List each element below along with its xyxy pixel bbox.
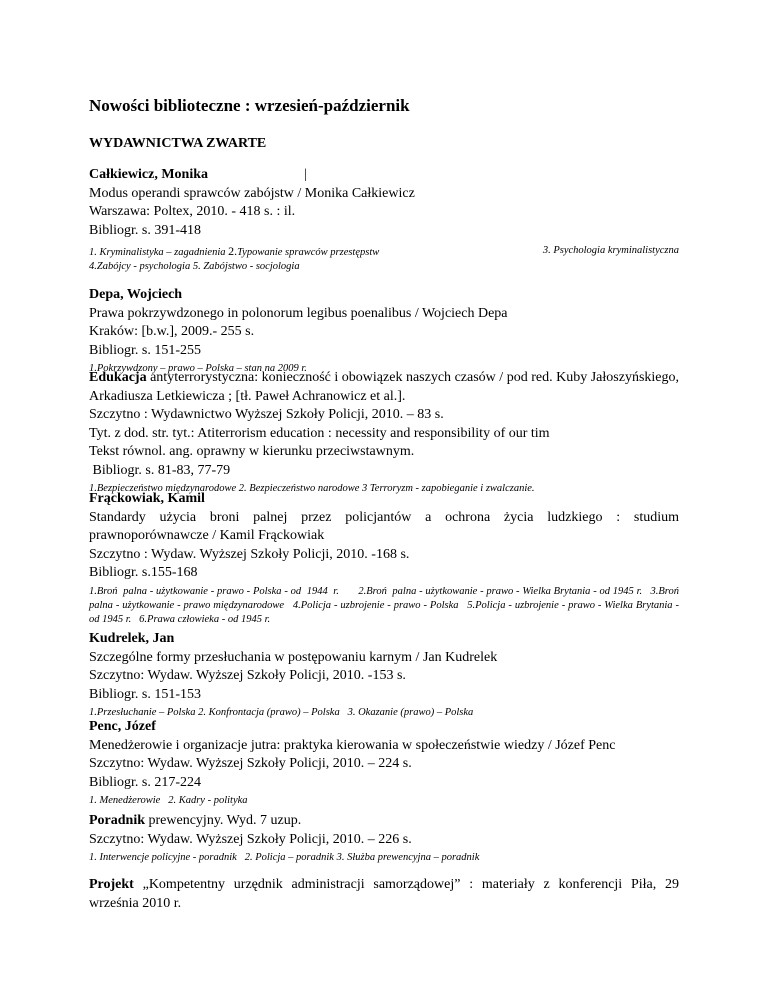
catalog-entry — [89, 630, 679, 720]
entry-title: Standardy użycia broni palnej przez policjantów a ochrona życia ludzkiego : studium prawnoporównawcze / Kamil Frąckowiak — [89, 509, 679, 543]
entry-subjects: 1. Kryminalistyka – zagadnienia 2.Typowanie sprawców przestępstw 3. Psychologia kryminalistyczna — [89, 244, 679, 258]
catalog-entry — [89, 369, 679, 496]
entry-title: „Kompetentny urzędnik administracji samorządowej” : materiały z konferencji Piła, 29 września 2010 r. — [89, 877, 679, 911]
entry-note: Tyt. z dod. str. tyt.: Atiterrorism education : necessity and responsibility of our tim — [89, 425, 550, 441]
entry-imprint: Szczytno : Wydaw. Wyższej Szkoły Policji, 2010. -168 s. — [89, 546, 410, 562]
entry-author: Kudrelek, Jan — [89, 631, 175, 646]
entry-note: Tekst równol. ang. oprawny w kierunku przeciwstawnym. — [89, 444, 415, 459]
page-title: Nowości biblioteczne : wrzesień-październik — [89, 96, 410, 115]
entry-bibliography: Bibliogr. s. 81-83, 77-79 — [89, 462, 231, 478]
entry-bibliography: Bibliogr. s. 151-255 — [89, 342, 202, 358]
entry-subjects: 1.Broń palna - użytkowanie - prawo - Polska - od 1944 r. 2.Broń palna - użytkowanie - prawo - Wielka Brytania - od 1945 r. 3.Broń palna - użytkowanie - prawo międzynarodowe 4.Policja - uzbrojenie - prawo - Polska 5.Policja - uzbrojenie - prawo - Wielka Brytania - od 1945 r. 6.Prawa człowieka - od 1945 r. — [89, 585, 682, 625]
catalog-entry — [89, 812, 679, 865]
entry-title: prewencyjny. Wyd. 7 uzup. — [145, 813, 302, 828]
entry-subjects: 1.Pokrzywdzony – prawo – Polska – stan na 2009 r. — [89, 363, 307, 374]
entry-title: antyterrorystyczna: konieczność i obowiązek naszych czasów / pod red. Kuby Jałoszyńskiego, Arkadiusza Letkiewicza ; [tł. Paweł Achranowicz et al.]. — [89, 370, 679, 404]
entry-imprint: Szczytno : Wydawnictwo Wyższej Szkoły Policji, 2010. – 83 s. — [89, 407, 444, 422]
entry-author: Poradnik — [89, 813, 146, 828]
entry-title: Menedżerowie i organizacje jutra: praktyka kierowania w społeczeństwie wiedzy / Józef Penc — [89, 737, 616, 753]
entry-title: Szczególne formy przesłuchania w postępowaniu karnym / Jan Kudrelek — [89, 649, 498, 665]
catalog-entry — [89, 166, 679, 274]
entry-title: Prawa pokrzywdzonego in polonorum legibus poenalibus / Wojciech Depa — [89, 305, 508, 321]
entry-bibliography: Bibliogr. s. 217-224 — [89, 774, 202, 790]
entry-author: Frąckowiak, Kamil — [89, 491, 205, 506]
entry-imprint: Warszawa: Poltex, 2010. - 418 s. : il. — [89, 204, 296, 219]
entry-subjects-continued: 4.Zabójcy - psychologia 5. Zabójstwo - socjologia — [89, 261, 300, 272]
entry-subjects: 1. Interwencje policyjne - poradnik 2. Policja – poradnik 3. Służba prewencyjna – poradnik — [89, 852, 480, 863]
entry-subjects: 1.Przesłuchanie – Polska 2. Konfrontacja (prawo) – Polska 3. Okazanie (prawo) – Polska — [89, 707, 474, 718]
catalog-entry — [89, 876, 679, 913]
catalog-entry — [89, 286, 679, 376]
entry-imprint: Szczytno: Wydaw. Wyższej Szkoły Policji, 2010. -153 s. — [89, 668, 406, 683]
entry-bibliography: Bibliogr. s. 391-418 — [89, 222, 202, 238]
entry-imprint: Szczytno: Wydaw. Wyższej Szkoły Policji, 2010. – 226 s. — [89, 831, 412, 847]
entry-author: Penc, Józef — [89, 719, 156, 734]
entry-bibliography: Bibliogr. s. 151-153 — [89, 686, 202, 702]
entry-author: Projekt — [89, 877, 134, 892]
catalog-entry — [89, 490, 682, 627]
entry-subjects: 1.Bezpieczeństwo międzynarodowe 2. Bezpieczeństwo narodowe 3 Terroryzm - zapobieganie i zwalczanie. — [89, 483, 535, 494]
catalog-entry — [89, 718, 679, 808]
entry-author: Całkiewicz, Monika — [89, 167, 208, 182]
entry-author: Edukacja — [89, 370, 147, 385]
entry-imprint: Szczytno: Wydaw. Wyższej Szkoły Policji, 2010. – 224 s. — [89, 756, 412, 771]
entry-imprint: Kraków: [b.w.], 2009.- 255 s. — [89, 324, 255, 339]
section-heading: WYDAWNICTWA ZWARTE — [89, 136, 267, 151]
text-cursor: | — [304, 167, 307, 182]
entry-author: Depa, Wojciech — [89, 287, 183, 302]
entry-title: Modus operandi sprawców zabójstw / Monika Całkiewicz — [89, 185, 415, 201]
entry-bibliography: Bibliogr. s.155-168 — [89, 565, 198, 580]
entry-subjects: 1. Menedżerowie 2. Kadry - polityka — [89, 795, 248, 806]
